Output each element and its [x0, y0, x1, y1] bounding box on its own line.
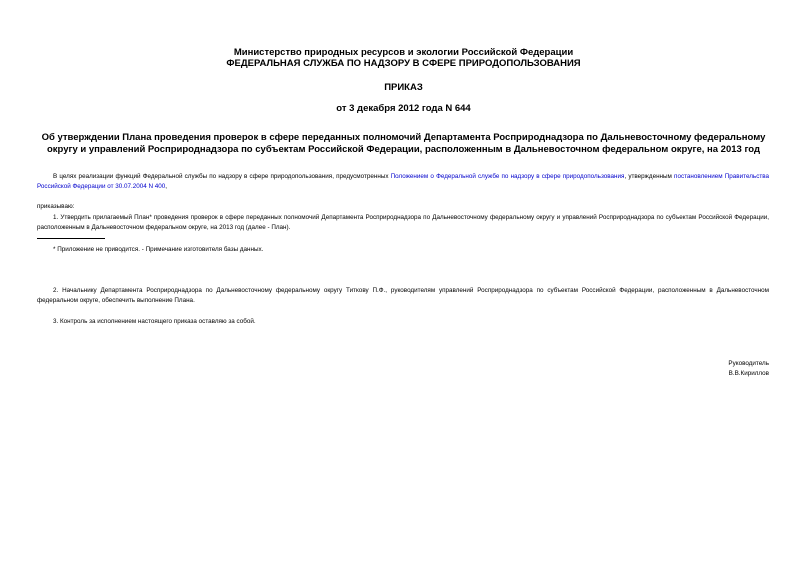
regulation-link[interactable]: Положением о Федеральной службе по надзору в сфере природопользования	[390, 173, 625, 180]
document-type: ПРИКАЗ	[384, 82, 423, 93]
footnote-divider	[37, 238, 105, 239]
document-date: от 3 декабря 2012 года N 644	[336, 103, 471, 114]
intro-prefix: В целях реализации функций Федеральной службы по надзору в сфере природопользования, предусмотренных	[53, 173, 391, 180]
item-2: 2. Начальнику Департамента Росприроднадзора по Дальневосточному федеральному округу Титкову П.Ф., руководителям управлений Росприроднадзора по субъектам Российской Федерации, расположенным в Дальневосточном федеральном округе, обеспечить выполнение Плана.	[37, 287, 769, 304]
item-3: 3. Контроль за исполнением настоящего приказа оставляю за собой.	[53, 318, 256, 325]
intro-mid: , утвержденным	[624, 173, 675, 180]
document-title: Об утверждении Плана проведения проверок в сфере переданных полномочий Департамента Росприроднадзора по Дальневосточному федеральному округу и управлений Росприроднадзора по субъектам Российской Федерации, расположенным в Дальневосточном федеральном округе, на 2013 год	[41, 132, 766, 155]
ministry-name: Министерство природных ресурсов и экологии Российской Федерации	[233, 47, 574, 58]
item-1: 1. Утвердить прилагаемый План* проведения проверок в сфере переданных полномочий Департамента Росприроднадзора по Дальневосточному федеральному округу и управлений Росприроднадзора по субъектам Российской Федерации, расположенным в Дальневосточном федеральном округе, на 2013 год (далее - План).	[37, 214, 769, 231]
service-name: ФЕДЕРАЛЬНАЯ СЛУЖБА ПО НАДЗОРУ В СФЕРЕ ПРИРОДОПОЛЬЗОВАНИЯ	[226, 58, 581, 69]
footnote: * Приложение не приводится. - Примечание изготовителя базы данных.	[53, 246, 264, 253]
intro-suffix: ,	[165, 183, 168, 190]
signatory-role: Руководитель	[728, 360, 769, 367]
intro-paragraph	[37, 172, 769, 192]
government-decree-link[interactable]: постановлением Правительства Российской Федерации от 30.07.2004 N 400	[37, 173, 770, 190]
order-word: приказываю:	[37, 203, 75, 210]
signatory-name: В.В.Кириллов	[728, 370, 769, 377]
